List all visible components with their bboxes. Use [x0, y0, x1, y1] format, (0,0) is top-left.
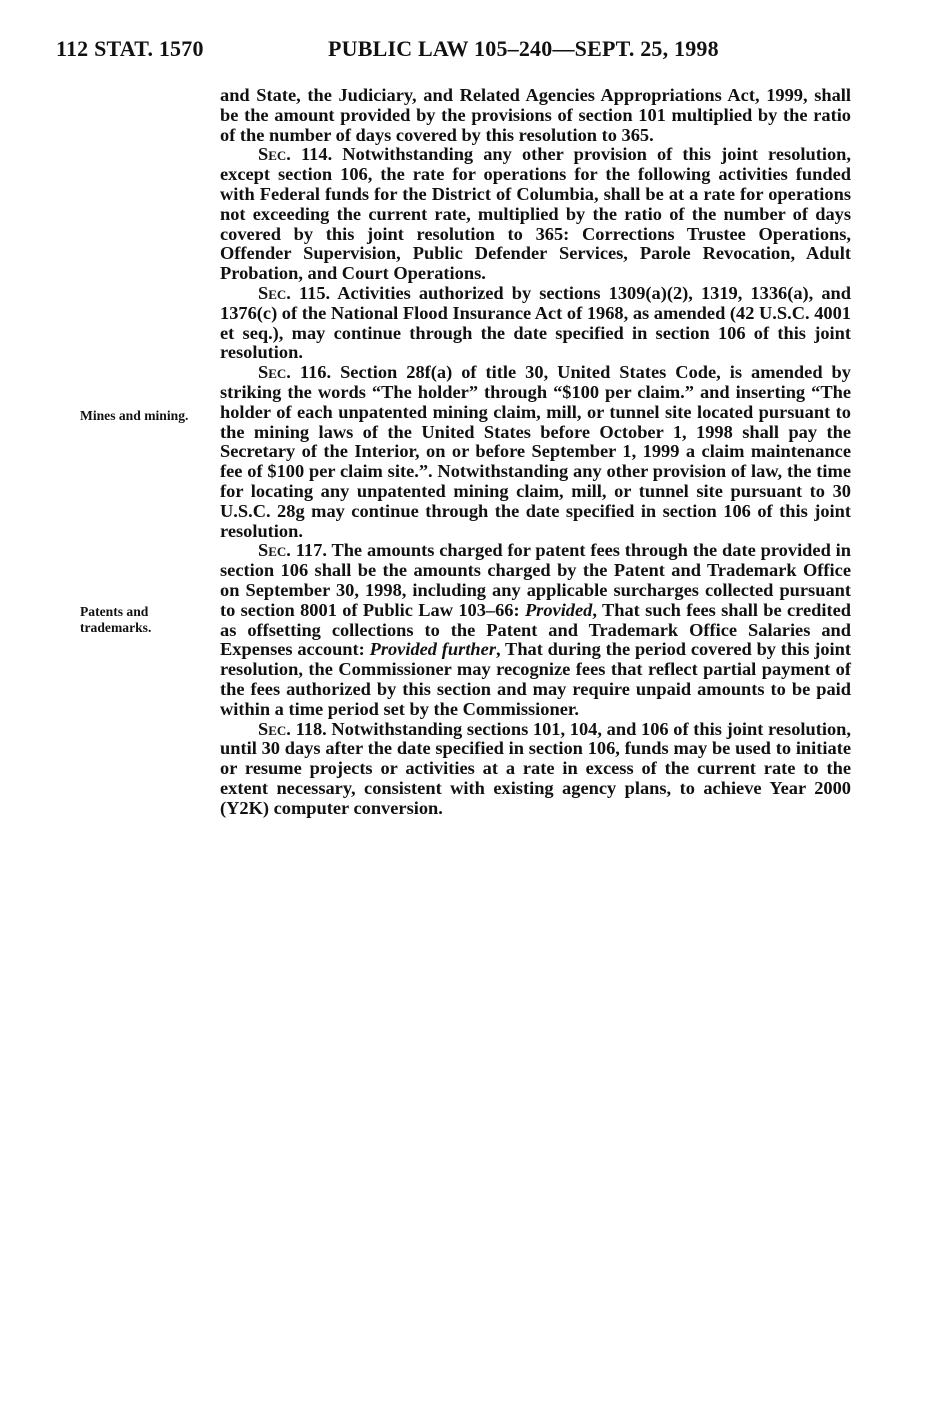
body-text — [220, 86, 851, 818]
section-115 — [220, 284, 851, 363]
section-text: Section 28f(a) of title 30, United States Code, is amended by striking the words “The holder” through “$100 per claim.” and inserting “The holder of each unpatented mining claim, mill, or tunnel site located pursuant to the mining laws of the United States before October 1, 1998 shall pay the Secretary of the Interior, on or before September 1, 1999 a claim maintenance fee of $100 per claim site.”. Notwithstanding any other provision of law, the time for locating any unpatented mining claim, mill, or tunnel site pursuant to 30 U.S.C. 28g may continue through the date specified in section 106 of this joint resolution. — [220, 362, 851, 541]
section-label: Sec. — [258, 718, 291, 739]
section-label: Sec. — [258, 144, 291, 165]
margin-note-patents: Patents and trademarks. — [80, 604, 152, 635]
section-116 — [220, 363, 851, 541]
section-label: Sec. — [258, 362, 291, 383]
law-title: PUBLIC LAW 105–240—SEPT. 25, 1998 — [328, 36, 719, 61]
section-label: Sec. — [258, 540, 291, 561]
section-label: Sec. — [258, 282, 291, 303]
section-text: Notwithstanding sections 101, 104, and 106 of this joint resolution, until 30 days after the date specified in section 106, funds may be used to initiate or resume projects or activities at a rate in excess of the current rate to the extent necessary, consistent with existing agency plans, to achieve Year 2000 (Y2K) computer conversion. — [220, 718, 851, 818]
section-number: 114. — [290, 144, 333, 165]
page-header — [56, 36, 856, 66]
section-number: 118. — [290, 718, 327, 739]
section-number: 117. — [290, 540, 327, 561]
section-118 — [220, 720, 851, 819]
margin-note-mines: Mines and mining. — [80, 408, 189, 423]
section-text: The amounts charged for patent fees through the date provided in section 106 shall be the amounts charged by the Patent and Trademark Office on September 30, 1998, including any applicable surcharges collected pursuant to section 8001 of Public Law 103–66: — [220, 540, 851, 620]
section-117 — [220, 541, 851, 719]
section-text: , That such fees shall be credited as offsetting collections to the Patent and Trademark Office Salaries and Expenses account: — [220, 599, 851, 660]
paragraph-continuation: and State, the Judiciary, and Related Agencies Appropriations Act, 1999, shall be the amount provided by the provisions of section 101 multiplied by the ratio of the number of days covered by this resolution to 365. — [220, 85, 851, 145]
provided-term: Provided — [524, 599, 593, 620]
section-text: Notwithstanding any other provision of this joint resolution, except section 106, the rate for operations for the following activities funded with Federal funds for the District of Columbia, shall be at a rate for operations not exceeding the current rate, multiplied by the ratio of the number of days covered by this joint resolution to 365: Corrections Trustee Operations, Offender Supervision, Public Defender Services, Parole Revocation, Adult Probation, and Court Operations. — [220, 144, 851, 284]
section-114 — [220, 145, 851, 284]
section-text: , That during the period covered by this joint resolution, the Commissioner may recognize fees that reflect partial payment of the fees authorized by this section and may require unpaid amounts to be paid within a time period set by the Commissioner. — [220, 639, 851, 719]
provided-further-term: Provided further — [369, 639, 496, 660]
section-number: 115. — [290, 282, 331, 303]
section-number: 116. — [290, 362, 332, 383]
section-text: Activities authorized by sections 1309(a)(2), 1319, 1336(a), and 1376(c) of the National Flood Insurance Act of 1968, as amended (42 U.S.C. 4001 et seq.), may continue through the date specified in section 106 of this joint resolution. — [220, 282, 851, 363]
page-citation: 112 STAT. 1570 — [56, 36, 204, 61]
